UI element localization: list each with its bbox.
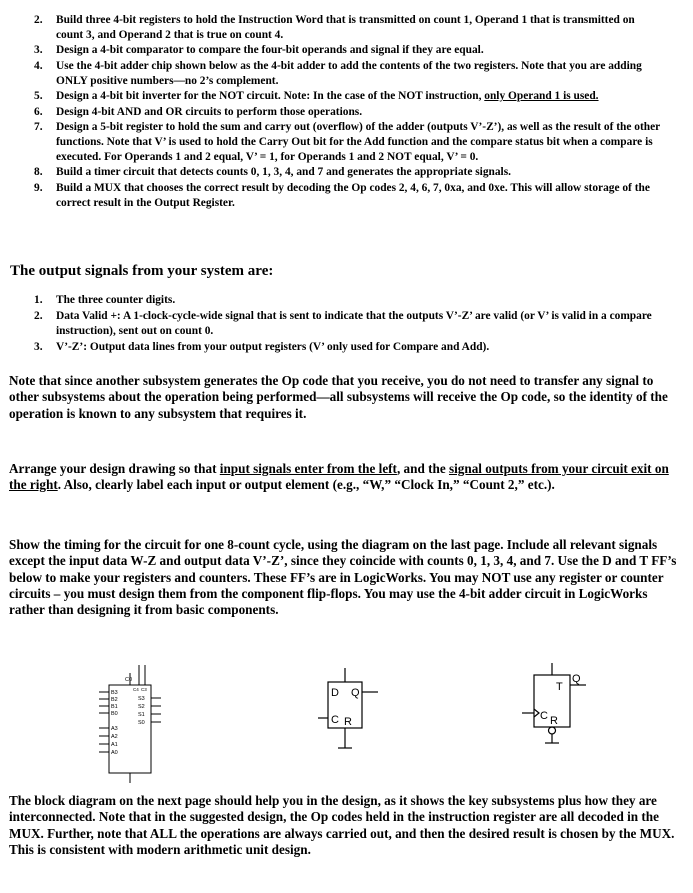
pin-label: B2 <box>111 697 118 703</box>
arrange-design-paragraph: Arrange your design drawing so that input signals enter from the left, and the signal outputs from your circuit exit on the right. Also, clearly label each input or output element (e.g., “W,” “Clock In,” “Count 2,” etc.). <box>9 461 669 493</box>
q-output-label: Q <box>351 687 360 699</box>
list-item: 9. Build a MUX that chooses the correct result by decoding the Op codes 2, 4, 6, 7, 0xa, and 0xe. This will allow storage of the correct result in the Output Register. <box>34 181 650 209</box>
list-item: 6. Design 4-bit AND and OR circuits to perform those operations. <box>34 105 363 118</box>
q-output-label: Q <box>572 673 581 685</box>
pin-label: A3 <box>111 726 118 732</box>
list-item: 5. Design a 4-bit bit inverter for the NOT circuit. Note: In the case of the NOT instruction, only Operand 1 is used. <box>34 90 599 103</box>
timing-paragraph: Show the timing for the circuit for one 8-count cycle, using the diagram on the last page. Include all relevant signals except the input data W-Z and output data V’-Z’, since they coincide with counts 0, 1, 3, 4, and 7. Use the D and T FF’s below to make your registers and counters. These FF’s are in LogicWorks. You may NOT use any register or counter circuits – you must design them from the component flip-flops. You may use the 4-bit adder circuit in LogicWorks rather than designing it from basic components. <box>9 537 677 618</box>
adder-chip-diagram <box>95 665 245 785</box>
t-flipflop-diagram <box>516 663 586 763</box>
reset-label: R <box>344 716 352 728</box>
list-item: 7. Design a 5-bit register to hold the sum and carry out (overflow) of the adder (outputs V’-Z’), as well as the result of the other functions. Note that V’ is used to hold the Carry Out bit for the Add function and the compare status bit when a compare is executed. For Operands 1 and 2 equal, V’ = 1, for Operands 1 and 2 NOT equal, V’ = 0. <box>34 121 660 163</box>
pin-label: B1 <box>111 704 118 710</box>
list-item: 8. Build a timer circuit that detects counts 0, 1, 3, 4, and 7 and generates the appropriate signals. <box>34 166 511 179</box>
reset-label: R <box>550 715 558 727</box>
pin-label: A0 <box>111 750 118 756</box>
d-flipflop-diagram <box>318 668 378 768</box>
list-item: 2. Data Valid +: A 1-clock-cycle-wide signal that is sent to indicate that the outputs V’-Z’ are valid (or V’ is valid in a compare instruction), sent out on count 0. <box>34 310 652 337</box>
pin-label: A1 <box>111 742 118 748</box>
list-item: 3. V’-Z’: Output data lines from your output registers (V’ only used for Compare and Add). <box>34 340 490 353</box>
pin-label: S1 <box>138 712 145 718</box>
output-signals-list <box>0 293 660 356</box>
pin-label: C0 <box>125 677 133 683</box>
t-input-label: T <box>556 681 563 693</box>
pin-label: S2 <box>138 704 145 710</box>
pin-label: C3 <box>141 687 147 692</box>
list-item: 4. Use the 4-bit adder chip shown below as the 4-bit adder to add the contents of the two registers. Note that you are adding ONLY positive numbers—no 2’s complement. <box>34 59 642 87</box>
output-signals-heading: The output signals from your system are: <box>10 263 274 279</box>
d-input-label: D <box>331 687 339 699</box>
pin-label: A2 <box>111 734 118 740</box>
pin-label: B0 <box>111 711 118 717</box>
clock-label: C <box>331 714 339 726</box>
pin-label: S0 <box>138 720 145 726</box>
pin-label: S3 <box>138 696 145 702</box>
pin-label: C4 <box>133 687 139 692</box>
block-diagram-paragraph: The block diagram on the next page should help you in the design, as it shows the key subsystems plus how they are interconnected. Note that in the suggested design, the Op codes held in the instruction register are all decoded in the MUX. Further, note that ALL the operations are always carried out, and then the desired result is chosen by the MUX. This is consistent with modern arithmetic unit design. <box>9 793 675 857</box>
underlined-text: input signals enter from the left <box>219 461 397 476</box>
underlined-text: signal outputs from your circuit exit on the right <box>9 461 669 493</box>
pin-label: B3 <box>111 690 118 696</box>
opcode-note-paragraph: Note that since another subsystem generates the Op code that you receive, you do not need to transfer any signal to other subsystems about the operation being performed—all subsystems will receive the Op code, so the identity of the operation is known to any subsystem that requires it. <box>9 373 668 421</box>
underlined-text: only Operand 1 is used. <box>484 90 599 103</box>
requirements-list <box>0 13 660 211</box>
list-item: 2. Build three 4-bit registers to hold the Instruction Word that is transmitted on count 1, Operand 1 that is transmitted on count 3, and Operand 2 that is true on count 4. <box>34 14 635 41</box>
list-item: 1. The three counter digits. <box>34 294 176 306</box>
list-item: 3. Design a 4-bit comparator to compare the four-bit operands and signal if they are equal. <box>34 44 484 57</box>
clock-label: C <box>540 710 548 722</box>
